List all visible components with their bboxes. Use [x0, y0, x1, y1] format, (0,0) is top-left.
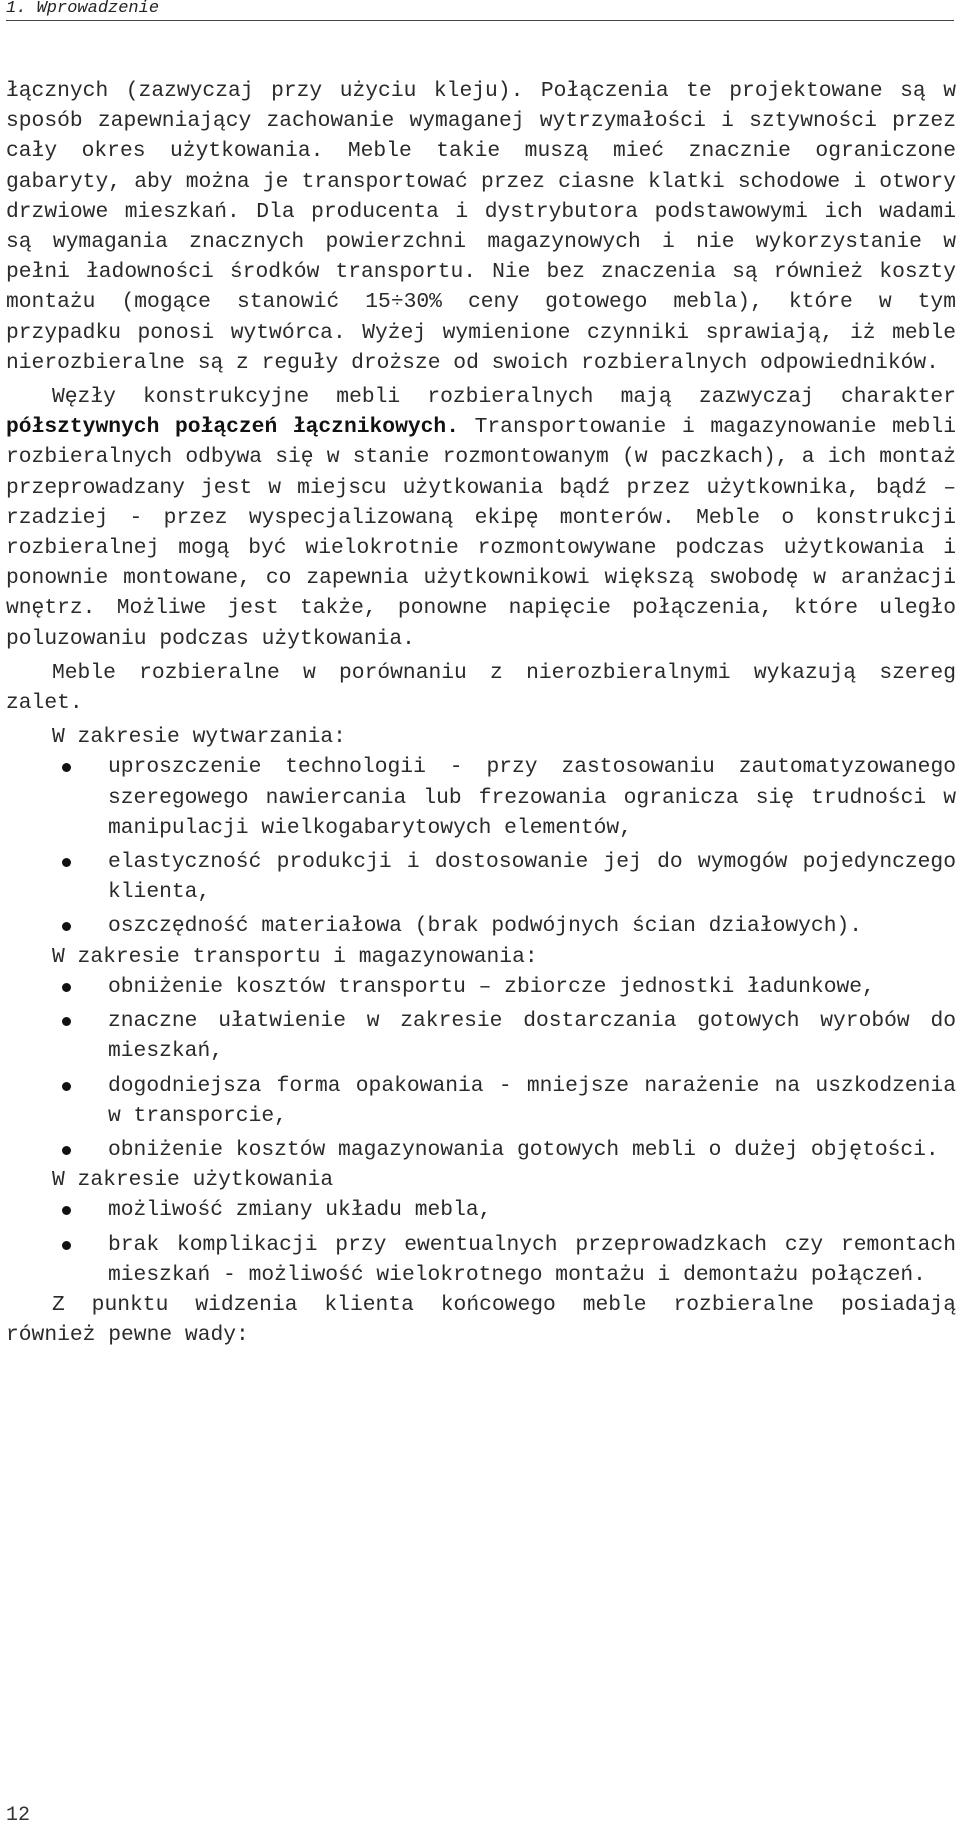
paragraph-joints-start: Węzły konstrukcyjne mebli rozbieralnych mają zazwyczaj charakter [52, 385, 956, 410]
list-item-text: brak komplikacji przy ewentualnych przeprowadzkach czy remontach mieszkań - możliwość wielokrotnego montażu i demontażu połączeń. [108, 1232, 956, 1287]
section-heading-manufacturing: W zakresie wytwarzania: [52, 725, 346, 750]
list-item [6, 972, 956, 1002]
bullet-icon [62, 1206, 71, 1215]
list-item-text: znaczne ułatwienie w zakresie dostarczania gotowych wyrobów do mieszkań, [108, 1009, 956, 1064]
list-item-text: dogodniejsza forma opakowania - mniejsze narażenie na uszkodzenia w transporcie, [108, 1073, 956, 1128]
list-item-text: elastyczność produkcji i dostosowanie jej do wymogów pojedynczego klienta, [108, 850, 956, 905]
page-body [6, 76, 956, 1350]
list-manufacturing [6, 752, 956, 941]
list-transport [6, 972, 956, 1165]
running-header [6, 0, 954, 21]
list-item-text: oszczędność materiałowa (brak podwójnych ścian działowych). [108, 914, 863, 939]
paragraph-disadvantages-intro: Z punktu widzenia klienta końcowego meble rozbieralne posiadają również pewne wady: [6, 1292, 956, 1348]
bullet-icon [62, 858, 71, 867]
paragraph-joints-end: Transportowanie i magazynowanie mebli rozbieralnych odbywa się w stanie rozmontowanym (w paczkach), a ich montaż przeprowadzany jest w miejscu użytkowania bądź przez użytkownika, bądź – rzadziej - przez wyspecjalizowaną ekipę monterów. Meble o konstrukcji rozbieralnej mogą być wielokrotnie rozmontowywane podczas użytkowania i ponownie montowane, co zapewnia użytkownikowi większą swobodę w aranżacji wnętrz. Możliwe jest także, ponowne napięcie połączenia, które uległo poluzowaniu podczas użytkowania. [6, 415, 957, 651]
bullet-icon [62, 983, 71, 992]
paragraph-advantages-intro: Meble rozbieralne w porównaniu z nierozbieralnymi wykazują szereg zalet. [6, 660, 956, 716]
bullet-icon [62, 763, 71, 772]
list-item [6, 1230, 956, 1290]
list-item-text: obniżenie kosztów magazynowania gotowych mebli o dużej objętości. [108, 1137, 939, 1162]
page-number: 12 [6, 1804, 31, 1827]
bullet-icon [62, 1017, 71, 1026]
list-item-text: możliwość zmiany układu mebla, [108, 1198, 492, 1223]
section-heading-transport: W zakresie transportu i magazynowania: [52, 944, 538, 969]
list-item [6, 752, 956, 843]
list-usage [6, 1195, 956, 1290]
list-item [6, 1006, 956, 1066]
list-item [6, 847, 956, 907]
list-item [6, 1195, 956, 1225]
paragraph-joints [6, 382, 956, 654]
paragraph-continuation: łącznych (zazwyczaj przy użyciu kleju). Połączenia te projektowane są w sposób zapewniający zachowanie wymaganej wytrzymałości i sztywności przez cały okres użytkowania. Meble takie muszą mieć znacznie ograniczone gabaryty, aby można je transportować przez ciasne klatki schodowe i otwory drzwiowe mieszkań. Dla producenta i dystrybutora podstawowymi ich wadami są wymagania znacznych powierzchni magazynowych i nie wykorzystanie w pełni ładowności środków transportu. Nie bez znaczenia są również koszty montażu (mogące stanowić 15÷30% ceny gotowego mebla), które w tym przypadku ponosi wytwórca. Wyżej wymienione czynniki sprawiają, iż meble nierozbieralne są z reguły droższe od swoich rozbieralnych odpowiedników. [6, 79, 956, 375]
bold-term: półsztywnych połączeń łącznikowych. [6, 415, 459, 440]
bullet-icon [62, 1146, 71, 1155]
list-item-text: obniżenie kosztów transportu – zbiorcze jednostki ładunkowe, [108, 974, 875, 999]
running-header-title: 1. Wprowadzenie [6, 0, 160, 18]
section-heading-usage: W zakresie użytkowania [52, 1168, 334, 1193]
bullet-icon [62, 1082, 71, 1091]
bullet-icon [62, 1241, 71, 1250]
list-item [6, 1135, 956, 1165]
list-item [6, 911, 956, 941]
list-item [6, 1071, 956, 1131]
bullet-icon [62, 922, 71, 931]
list-item-text: uproszczenie technologii - przy zastosowaniu zautomatyzowanego szeregowego nawiercania lub frezowania ogranicza się trudności w manipulacji wielkogabarytowych elementów, [108, 755, 956, 840]
